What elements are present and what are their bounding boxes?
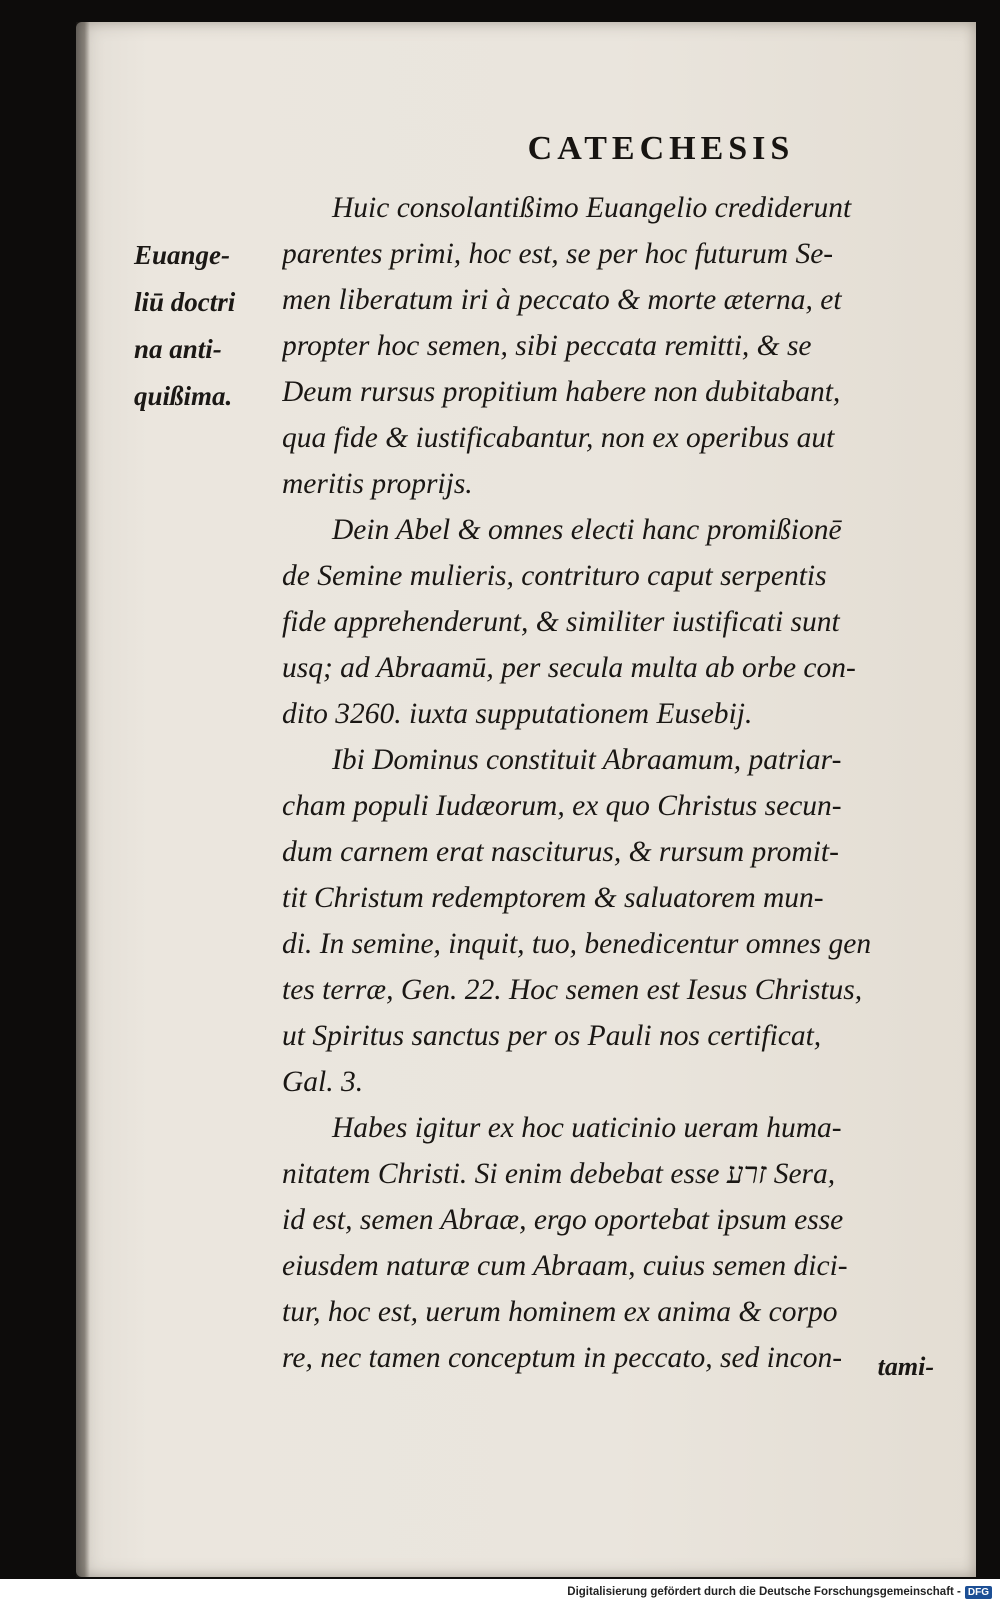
text-line: qua fide & iustificabantur, non ex operibus aut: [282, 422, 835, 454]
text-line: men liberatum iri à peccato & morte æterna, et: [282, 284, 842, 316]
book-page: [76, 22, 976, 1577]
text-line: dum carnem erat nasciturus, & rursum promit-: [282, 836, 839, 868]
footer-credit: Digitalisierung gefördert durch die Deutsche Forschungsgemeinschaft -: [567, 1586, 961, 1598]
text-line: re, nec tamen conceptum in peccato, sed incon-: [282, 1342, 843, 1374]
text-line: usq; ad Abraamū, per secula multa ab orbe con-: [282, 652, 856, 684]
text-line: tit Christum redemptorem & saluatorem mun-: [282, 882, 824, 914]
digitization-footer: [0, 1579, 1000, 1605]
text-line: di. In semine, inquit, tuo, benedicentur omnes gen: [282, 928, 872, 960]
catchword: tami-: [877, 1352, 934, 1381]
margin-note-line: quißima.: [134, 381, 233, 411]
text-line: Ibi Dominus constituit Abraamum, patriar-: [332, 744, 842, 776]
text-line: Habes igitur ex hoc uaticinio ueram huma-: [332, 1112, 842, 1144]
text-line: ut Spiritus sanctus per os Pauli nos certificat,: [282, 1020, 822, 1052]
text-line: fide apprehenderunt, & similiter iustificati sunt: [282, 606, 840, 638]
text-line: Gal. 3.: [282, 1066, 364, 1098]
text-line: parentes primi, hoc est, se per hoc futurum Se-: [282, 238, 834, 270]
body-text: [282, 185, 962, 1381]
text-line: tur, hoc est, uerum hominem ex anima & corpo: [282, 1296, 838, 1328]
text-line: cham populi Iudæorum, ex quo Christus secun-: [282, 790, 842, 822]
text-line: Dein Abel & omnes electi hanc promißionē: [332, 514, 842, 546]
text-line: Deum rursus propitium habere non dubitabant,: [282, 376, 841, 408]
margin-note-line: liū doctri: [134, 287, 236, 317]
margin-note-line: Euange-: [134, 240, 231, 270]
margin-note-line: na anti-: [134, 334, 222, 364]
text-line: Huic consolantißimo Euangelio crediderunt: [332, 192, 852, 224]
text-line: id est, semen Abraæ, ergo oportebat ipsum esse: [282, 1204, 844, 1236]
text-line: propter hoc semen, sibi peccata remitti, & se: [282, 330, 812, 362]
text-line: meritis proprijs.: [282, 468, 473, 500]
text-line: de Semine mulieris, contrituro caput serpentis: [282, 560, 827, 592]
running-header: CATECHESIS: [527, 130, 795, 167]
text-line: nitatem Christi. Si enim debebat esse זרע Sera,: [282, 1158, 836, 1190]
text-line: dito 3260. iuxta supputationem Eusebij.: [282, 698, 753, 730]
margin-note: [134, 232, 284, 420]
text-line: eiusdem naturæ cum Abraam, cuius semen dici-: [282, 1250, 848, 1282]
text-line: tes terræ, Gen. 22. Hoc semen est Iesus Christus,: [282, 974, 863, 1006]
page-gutter-shadow: [76, 22, 90, 1577]
dfg-logo-icon: DFG: [965, 1586, 992, 1599]
